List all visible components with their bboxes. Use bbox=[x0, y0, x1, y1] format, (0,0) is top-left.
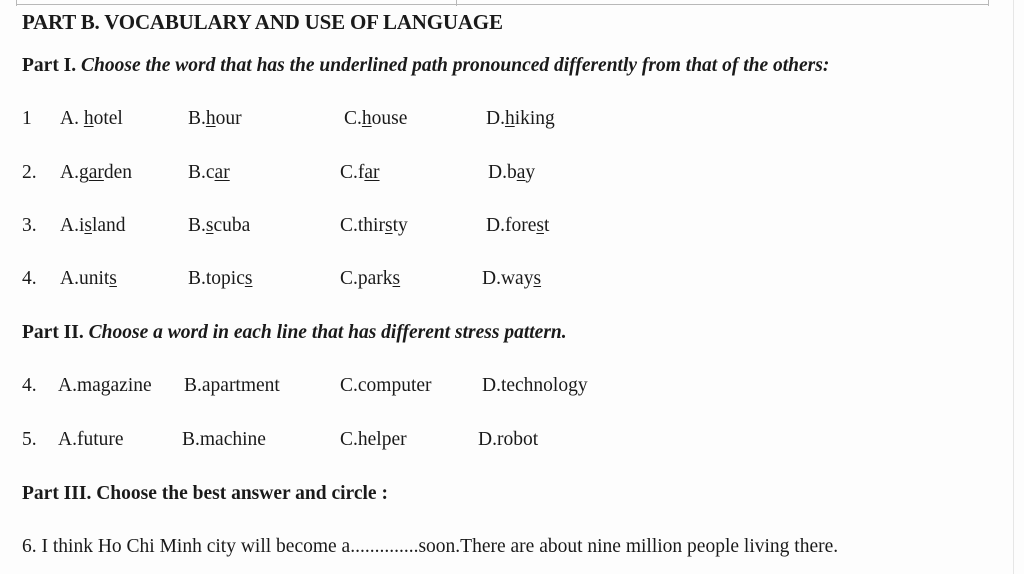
part2-instruction: Choose a word in each line that has different stress pattern. bbox=[88, 322, 567, 343]
question-number: 5. bbox=[22, 429, 37, 450]
question-number: 1 bbox=[22, 108, 32, 129]
option-c[interactable]: C.parks bbox=[340, 268, 401, 289]
option-d[interactable]: D.ways bbox=[482, 268, 542, 289]
table-top-border bbox=[16, 4, 988, 5]
option-d[interactable]: D.robot bbox=[478, 429, 539, 450]
part2-label: Part II. bbox=[22, 322, 84, 343]
option-d[interactable]: D.technology bbox=[482, 375, 588, 396]
option-d[interactable]: D.hiking bbox=[486, 108, 555, 129]
option-a[interactable]: A.garden bbox=[60, 162, 133, 183]
option-c[interactable]: C.house bbox=[344, 108, 408, 129]
part1-title bbox=[22, 55, 829, 77]
option-a[interactable]: A.units bbox=[60, 268, 117, 289]
option-b[interactable]: B.apartment bbox=[184, 375, 280, 396]
table-border-tick bbox=[16, 0, 17, 6]
part3-title: Part III. Choose the best answer and circle : bbox=[22, 483, 388, 504]
part1-instruction: Choose the word that has the underlined path pronounced differently from that of the others: bbox=[81, 55, 830, 76]
option-d[interactable]: D.forest bbox=[486, 215, 550, 236]
table-border-tick bbox=[988, 0, 989, 6]
option-b[interactable]: B.topics bbox=[188, 268, 253, 289]
option-b[interactable]: B.machine bbox=[182, 429, 266, 450]
option-a[interactable]: A.island bbox=[60, 215, 126, 236]
part2-title bbox=[22, 322, 567, 344]
question-number: 4. bbox=[22, 268, 37, 289]
option-c[interactable]: C.computer bbox=[340, 375, 432, 396]
table-border-tick bbox=[456, 0, 457, 6]
option-b[interactable]: B.scuba bbox=[188, 215, 251, 236]
section-heading: PART B. VOCABULARY AND USE OF LANGUAGE bbox=[22, 10, 503, 34]
option-d[interactable]: D.bay bbox=[488, 162, 536, 183]
option-c[interactable]: C.helper bbox=[340, 429, 407, 450]
option-a[interactable]: A.future bbox=[58, 429, 124, 450]
page-edge bbox=[1013, 0, 1014, 574]
option-a[interactable]: A. hotel bbox=[60, 108, 123, 129]
part1-label: Part I. bbox=[22, 55, 77, 76]
option-b[interactable]: B.hour bbox=[188, 108, 242, 129]
option-b[interactable]: B.car bbox=[188, 162, 230, 183]
option-c[interactable]: C.thirsty bbox=[340, 215, 408, 236]
question-number: 2. bbox=[22, 162, 37, 183]
question-number: 3. bbox=[22, 215, 37, 236]
question-6: 6. I think Ho Chi Minh city will become a..............soon.There are about nine million people living there. bbox=[22, 536, 839, 557]
question-number: 4. bbox=[22, 375, 37, 396]
option-c[interactable]: C.far bbox=[340, 162, 380, 183]
option-a[interactable]: A.magazine bbox=[58, 375, 152, 396]
